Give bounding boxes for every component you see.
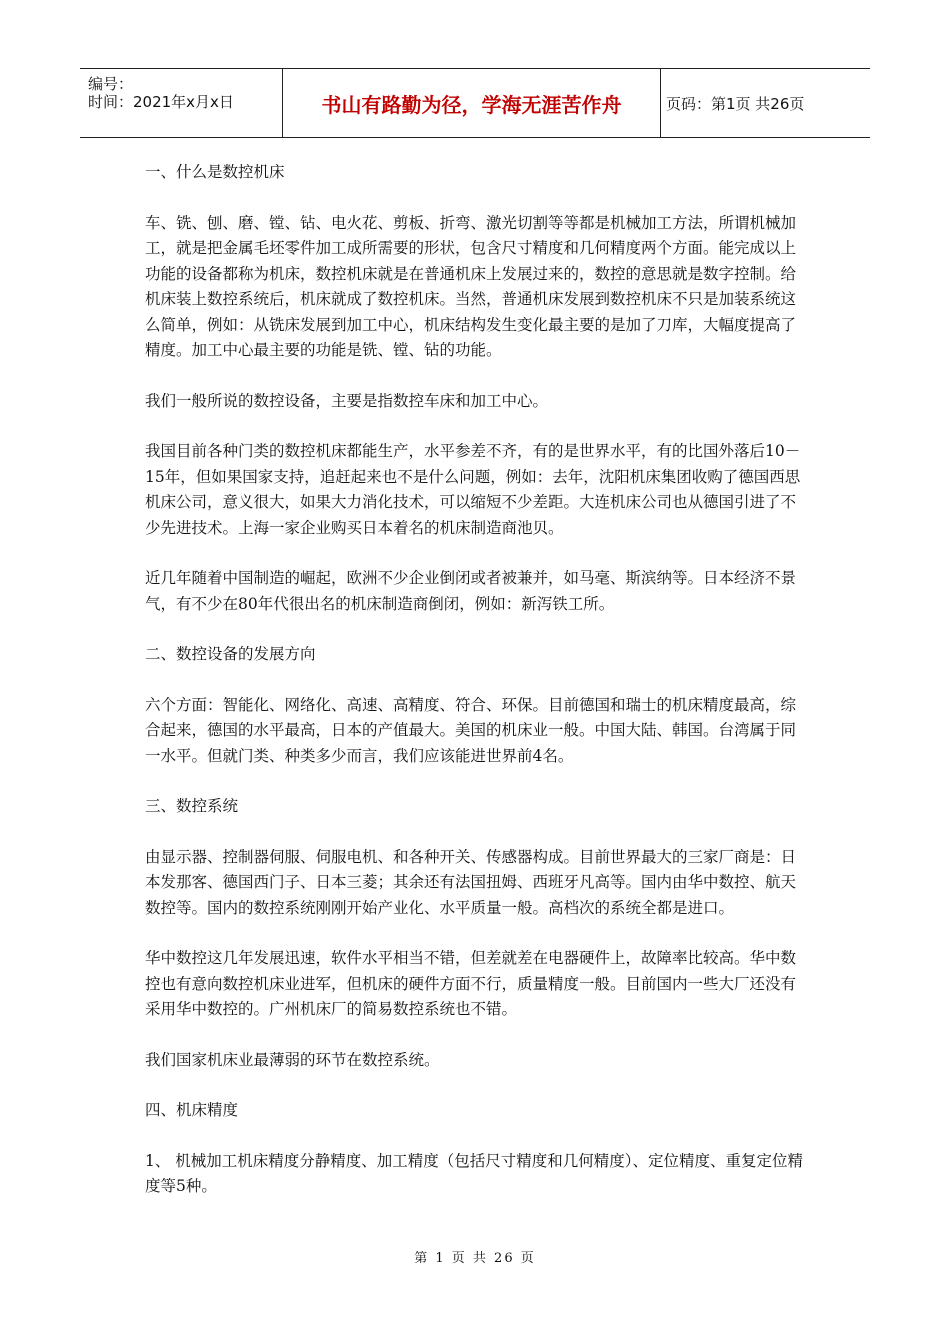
document-body xyxy=(145,160,810,1225)
paragraph: 我们一般所说的数控设备，主要是指数控车床和加工中心。 xyxy=(145,391,549,410)
section-heading: 四、机床精度 xyxy=(145,1101,239,1119)
paragraph: 六个方面：智能化、网络化、高速、高精度、符合、环保。目前德国和瑞士的机床精度最高，综合起来，德国的水平最高，日本的产值最大。美国的机床业一般。中国大陆、韩国。台湾属于同一水平。但就门类、种类多少而言，我们应该能进世界前4名。 xyxy=(145,695,797,765)
page-footer: 第 1 页 共 26 页 xyxy=(414,1251,536,1266)
section-heading: 一、什么是数控机床 xyxy=(145,163,285,181)
paragraph: 华中数控这几年发展迅速，软件水平相当不错，但差就差在电器硬件上，故障率比较高。华中数控也有意向数控机床业进军，但机床的硬件方面不行，质量精度一般。目前国内一些大厂还没有采用华中数控的。广州机床厂的简易数控系统也不错。 xyxy=(145,949,797,1018)
paragraph: 1、 机械加工机床精度分静精度、加工精度（包括尺寸精度和几何精度）、定位精度、重复定位精度等5种。 xyxy=(145,1151,804,1195)
paragraph: 我们国家机床业最薄弱的环节在数控系统。 xyxy=(145,1050,440,1069)
document-time-label: 时间：2021年x月x日 xyxy=(88,93,234,111)
section-heading: 三、数控系统 xyxy=(145,797,239,815)
header-meta-cell xyxy=(80,69,282,137)
paragraph: 车、铣、刨、磨、镗、钻、电火花、剪板、折弯、激光切割等等都是机械加工方法，所谓机械加工，就是把金属毛坯零件加工成所需要的形状，包含尺寸精度和几何精度两个方面。能完成以上功能的设备都称为机床，数控机床就是在普通机床上发展过来的，数控的意思就是数字控制。给机床装上数控系统后，机床就成了数控机床。当然，普通机床发展到数控机床不只是加装系统这么简单，例如：从铣床发展到加工中心，机床结构发生变化最主要的是加了刀库，大幅度提高了精度。加工中心最主要的功能是铣、镗、钻的功能。 xyxy=(145,213,797,359)
header-motto: 书山有路勤为径，学海无涯苦作舟 xyxy=(321,92,622,117)
document-number-label: 编号： xyxy=(88,75,134,93)
header-page-info: 页码：第1页 共26页 xyxy=(666,94,805,113)
section-heading: 二、数控设备的发展方向 xyxy=(145,645,316,663)
paragraph: 近几年随着中国制造的崛起，欧洲不少企业倒闭或者被兼并，如马毫、斯滨纳等。日本经济不景气，有不少在80年代很出名的机床制造商倒闭，例如：新泻铁工所。 xyxy=(145,569,797,613)
paragraph: 我国目前各种门类的数控机床都能生产，水平参差不齐，有的是世界水平，有的比国外落后10－15年，但如果国家支持，追赶起来也不是什么问题，例如：去年，沈阳机床集团收购了德国西思机床公司，意义很大，如果大力消化技术，可以缩短不少差距。大连机床公司也从德国引进了不少先进技术。上海一家企业购买日本着名的机床制造商池贝。 xyxy=(145,442,801,537)
header-table xyxy=(80,68,870,138)
paragraph: 由显示器、控制器伺服、伺服电机、和各种开关、传感器构成。目前世界最大的三家厂商是：日本发那客、德国西门子、日本三菱；其余还有法国扭姆、西班牙凡高等。国内由华中数控、航天数控等。国内的数控系统刚刚开始产业化、水平质量一般。高档次的系统全都是进口。 xyxy=(145,847,797,917)
